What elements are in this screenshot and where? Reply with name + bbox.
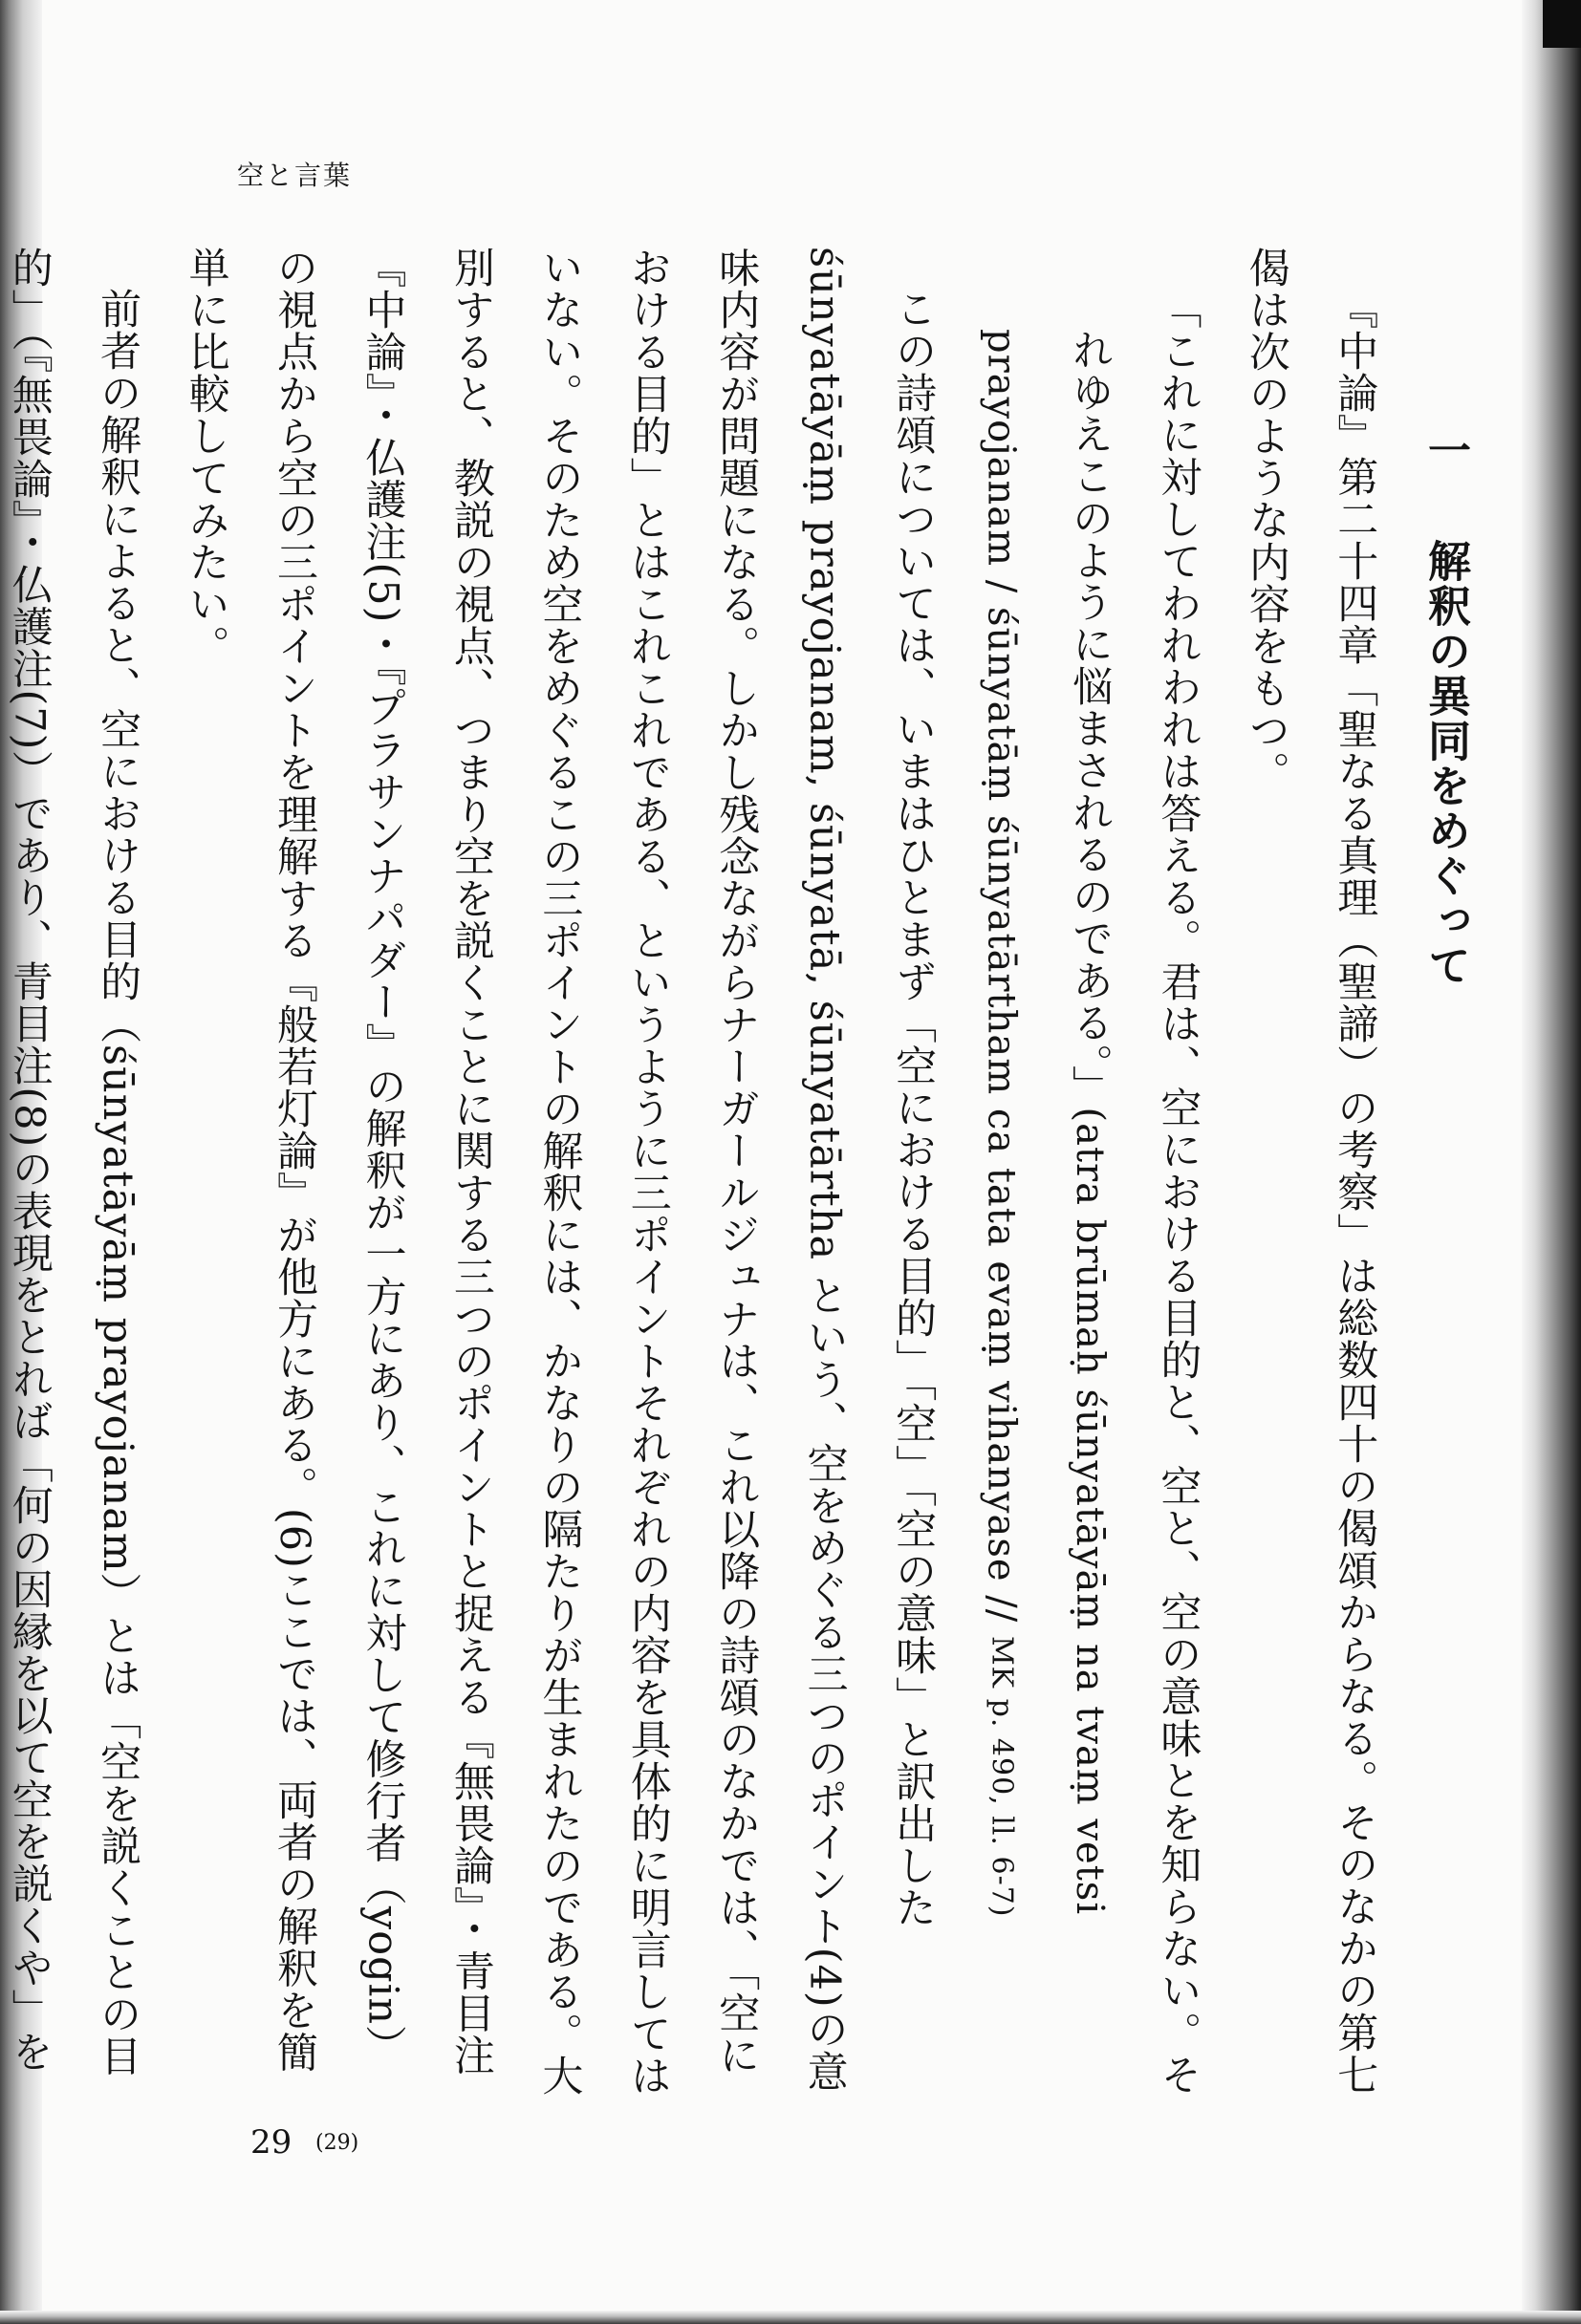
vertical-body-text (5, 247, 1491, 2098)
scan-edge-bottom (0, 2311, 1581, 2324)
quote-japanese: 「これに対してわれわれは答える。君は、空における目的と、空と、空の意味とを知らない。それゆえこのように悩まされるのである。」 (1065, 288, 1202, 2096)
section-number: 一 (1420, 428, 1471, 473)
paragraph-1: 『中論』第二十四章「聖なる真理（聖諦）の考察」は総数四十の偈頌からなる。そのなかの第七偈は次のような内容をもつ。 (1242, 247, 1379, 2096)
page-number-sub: (29) (315, 2131, 359, 2155)
paragraph-3: 前者の解釈によると、空における目的（śūnyatāyāṃ prayojanam）とは「空を説くことの目的」（『無畏論』・仏護注(7)）であり、青目注(8)の表現をとれば「何の因縁を以て空を説くや」を (5, 247, 142, 2077)
quote-block (957, 247, 1222, 2098)
section-title: 解釈の異同をめぐって (1420, 539, 1471, 988)
scan-corner-shadow (1543, 0, 1581, 48)
quote-reference: MK p. 490, ll. 6-7) (985, 1635, 1019, 1918)
section-heading (1398, 247, 1491, 2098)
page-number: 29 (250, 2123, 292, 2162)
scan-edge-right (1522, 0, 1581, 2324)
running-head: 空と言葉 (237, 160, 353, 191)
quote-sanskrit: (atra brūmaḥ śūnyatāyāṃ na tvaṃ vetsi prayojanam / śūnyatāṃ śūnyatārtham ca tata evaṃ vihanyase // (979, 329, 1112, 1916)
paragraph-2: この詩頌については、いまはひとまず「空における目的」「空」「空の意味」と訳出した śūnyatāyāṃ prayojanam, śūnyatā, śūnyatārtha という、空をめぐる三つのポイント(4)の意味内容が問題になる。しかし残念ながらナーガールジュナは、これ以降の詩頌のなかでは、「空における目的」とはこれこれである、というように三ポイントそれぞれの内容を具体的に明言してはいない。そのため空をめぐるこの三ポイントの解釈には、かなりの隔たりが生まれたのである。大別すると、教説の視点、つまり空を説くことに関する三つのポイントと捉える『無畏論』・青目注『中論』・仏護注(5)・『プラサンナパダー』の解釈が一方にあり、これに対して修行者（yogin）の視点から空の三ポイントを理解する『般若灯論』が他方にある。(6)ここでは、両者の解釈を簡単に比較してみたい。 (182, 247, 938, 2097)
